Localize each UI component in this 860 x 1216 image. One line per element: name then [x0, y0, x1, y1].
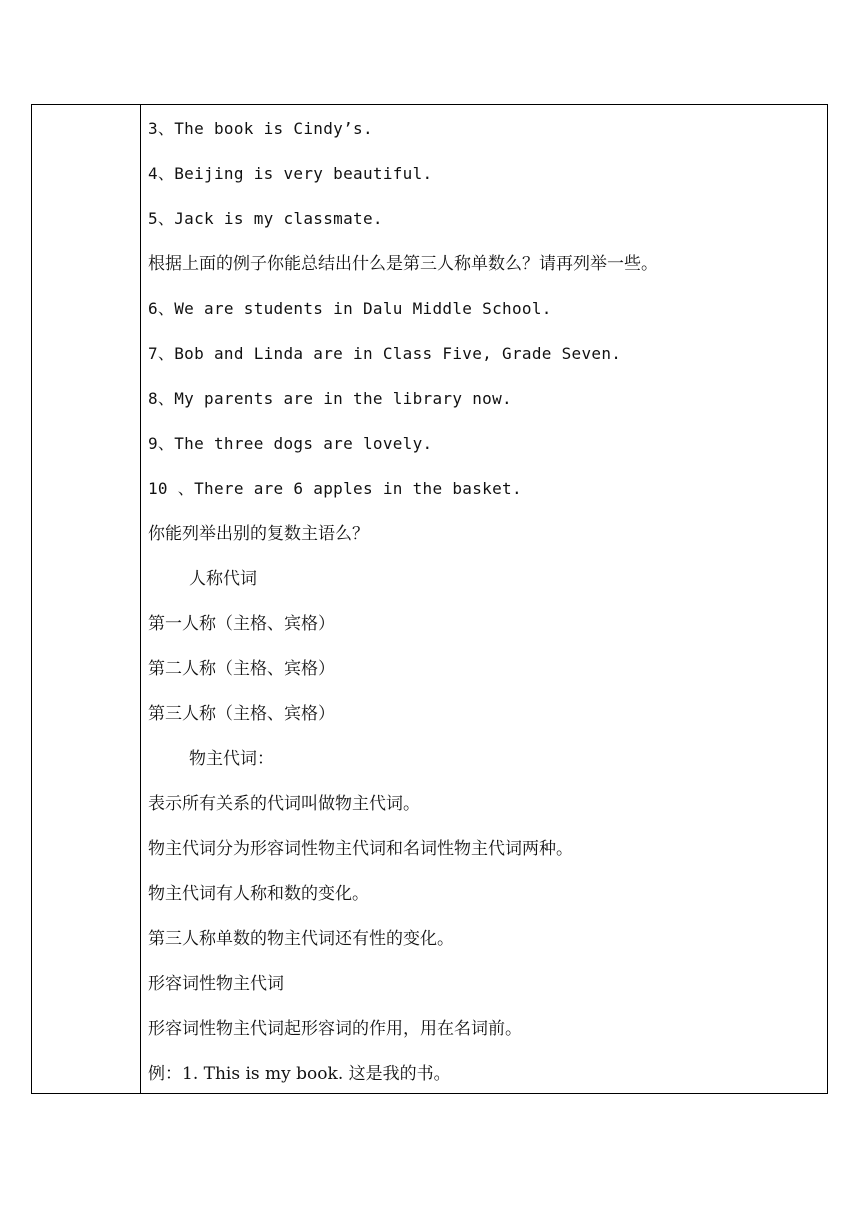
text-line: 物主代词分为形容词性物主代词和名词性物主代词两种。: [148, 839, 573, 859]
text-line: 8、My parents are in the library now.: [148, 389, 512, 408]
text-line: 4、Beijing is very beautiful.: [148, 164, 433, 183]
text-line: 例：1. This is my book. 这是我的书。: [148, 1064, 451, 1084]
text-line: 你能列举出别的复数主语么？: [148, 524, 369, 544]
text-line: 10 、There are 6 apples in the basket.: [148, 479, 522, 498]
section-heading: 物主代词：: [189, 749, 274, 769]
column-divider: [140, 105, 141, 1093]
text-line: 3、The book is Cindy’s.: [148, 119, 373, 138]
document-table: [31, 104, 828, 1094]
text-line: 第三人称（主格、宾格）: [148, 704, 335, 724]
text-line: 物主代词有人称和数的变化。: [148, 884, 369, 904]
text-line: 第一人称（主格、宾格）: [148, 614, 335, 634]
text-line: 第二人称（主格、宾格）: [148, 659, 335, 679]
text-line: 形容词性物主代词: [148, 974, 284, 994]
content-cell: [148, 105, 827, 1093]
text-line: 6、We are students in Dalu Middle School.: [148, 299, 552, 318]
section-heading: 人称代词: [189, 569, 257, 589]
text-line: 9、The three dogs are lovely.: [148, 434, 433, 453]
text-line: 根据上面的例子你能总结出什么是第三人称单数么？请再列举一些。: [148, 254, 658, 274]
text-line: 7、Bob and Linda are in Class Five, Grade Seven.: [148, 344, 622, 363]
text-line: 表示所有关系的代词叫做物主代词。: [148, 794, 420, 814]
text-line: 形容词性物主代词起形容词的作用，用在名词前。: [148, 1019, 522, 1039]
text-line: 5、Jack is my classmate.: [148, 209, 383, 228]
text-line: 第三人称单数的物主代词还有性的变化。: [148, 929, 454, 949]
